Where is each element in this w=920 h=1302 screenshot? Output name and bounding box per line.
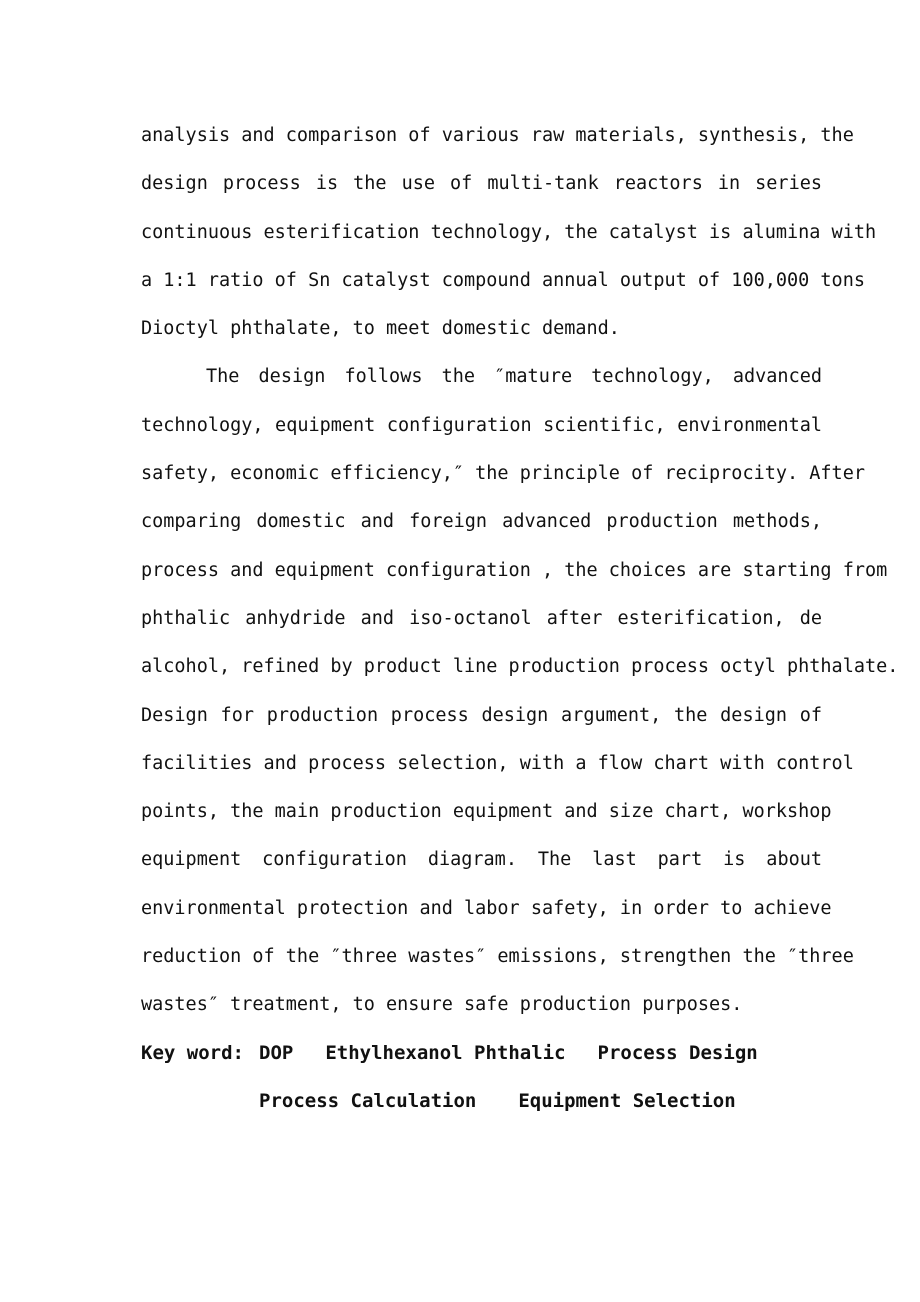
abstract-line: wastes″ treatment, to ensure safe production purposes. [141,994,743,1016]
keywords-label: Key word: [141,1042,244,1064]
keywords-block [141,1029,822,1125]
keywords-line-1 [141,1029,822,1077]
abstract-body [141,112,899,1030]
abstract-line: technology, equipment configuration scientific, environmental [141,414,822,436]
abstract-line: process and equipment configuration , the choices are starting from [141,559,888,581]
abstract-line: facilities and process selection, with a flow chart with control [141,752,854,774]
keyword-item: Equipment Selection [518,1090,736,1112]
abstract-line: design process is the use of multi-tank reactors in series [141,173,822,195]
abstract-line: The design follows the ″mature technology, advanced [206,366,822,388]
abstract-line: safety, economic efficiency,″ the principle of reciprocity. After [141,463,865,485]
abstract-line: points, the main production equipment and size chart, workshop [141,801,832,823]
abstract-line: continuous esterification technology, the catalyst is alumina with [141,221,877,243]
abstract-line: analysis and comparison of various raw materials, synthesis, the [141,125,854,146]
abstract-line: comparing domestic and foreign advanced production methods, [141,511,822,533]
abstract-line: phthalic anhydride and iso-octanol after esterification, de [141,607,822,629]
keyword-item: DOP [259,1042,294,1064]
keyword-item: Process Design [597,1042,758,1064]
keyword-item: Ethylhexanol Phthalic [325,1042,566,1064]
abstract-line: a 1:1 ratio of Sn catalyst compound annual output of 100,000 tons [141,269,865,291]
keywords-line-2 [141,1077,822,1125]
abstract-line: alcohol, refined by product line production process octyl phthalate. [141,656,899,678]
abstract-line: Design for production process design argument, the design of [141,704,822,726]
abstract-line: environmental protection and labor safety, in order to achieve [141,897,832,919]
abstract-line: reduction of the ″three wastes″ emissions, strengthen the ″three [141,946,854,968]
abstract-line: Dioctyl phthalate, to meet domestic demand. [141,318,620,340]
abstract-line: equipment configuration diagram. The last part is about [141,849,822,871]
keyword-item: Process Calculation [259,1090,477,1112]
